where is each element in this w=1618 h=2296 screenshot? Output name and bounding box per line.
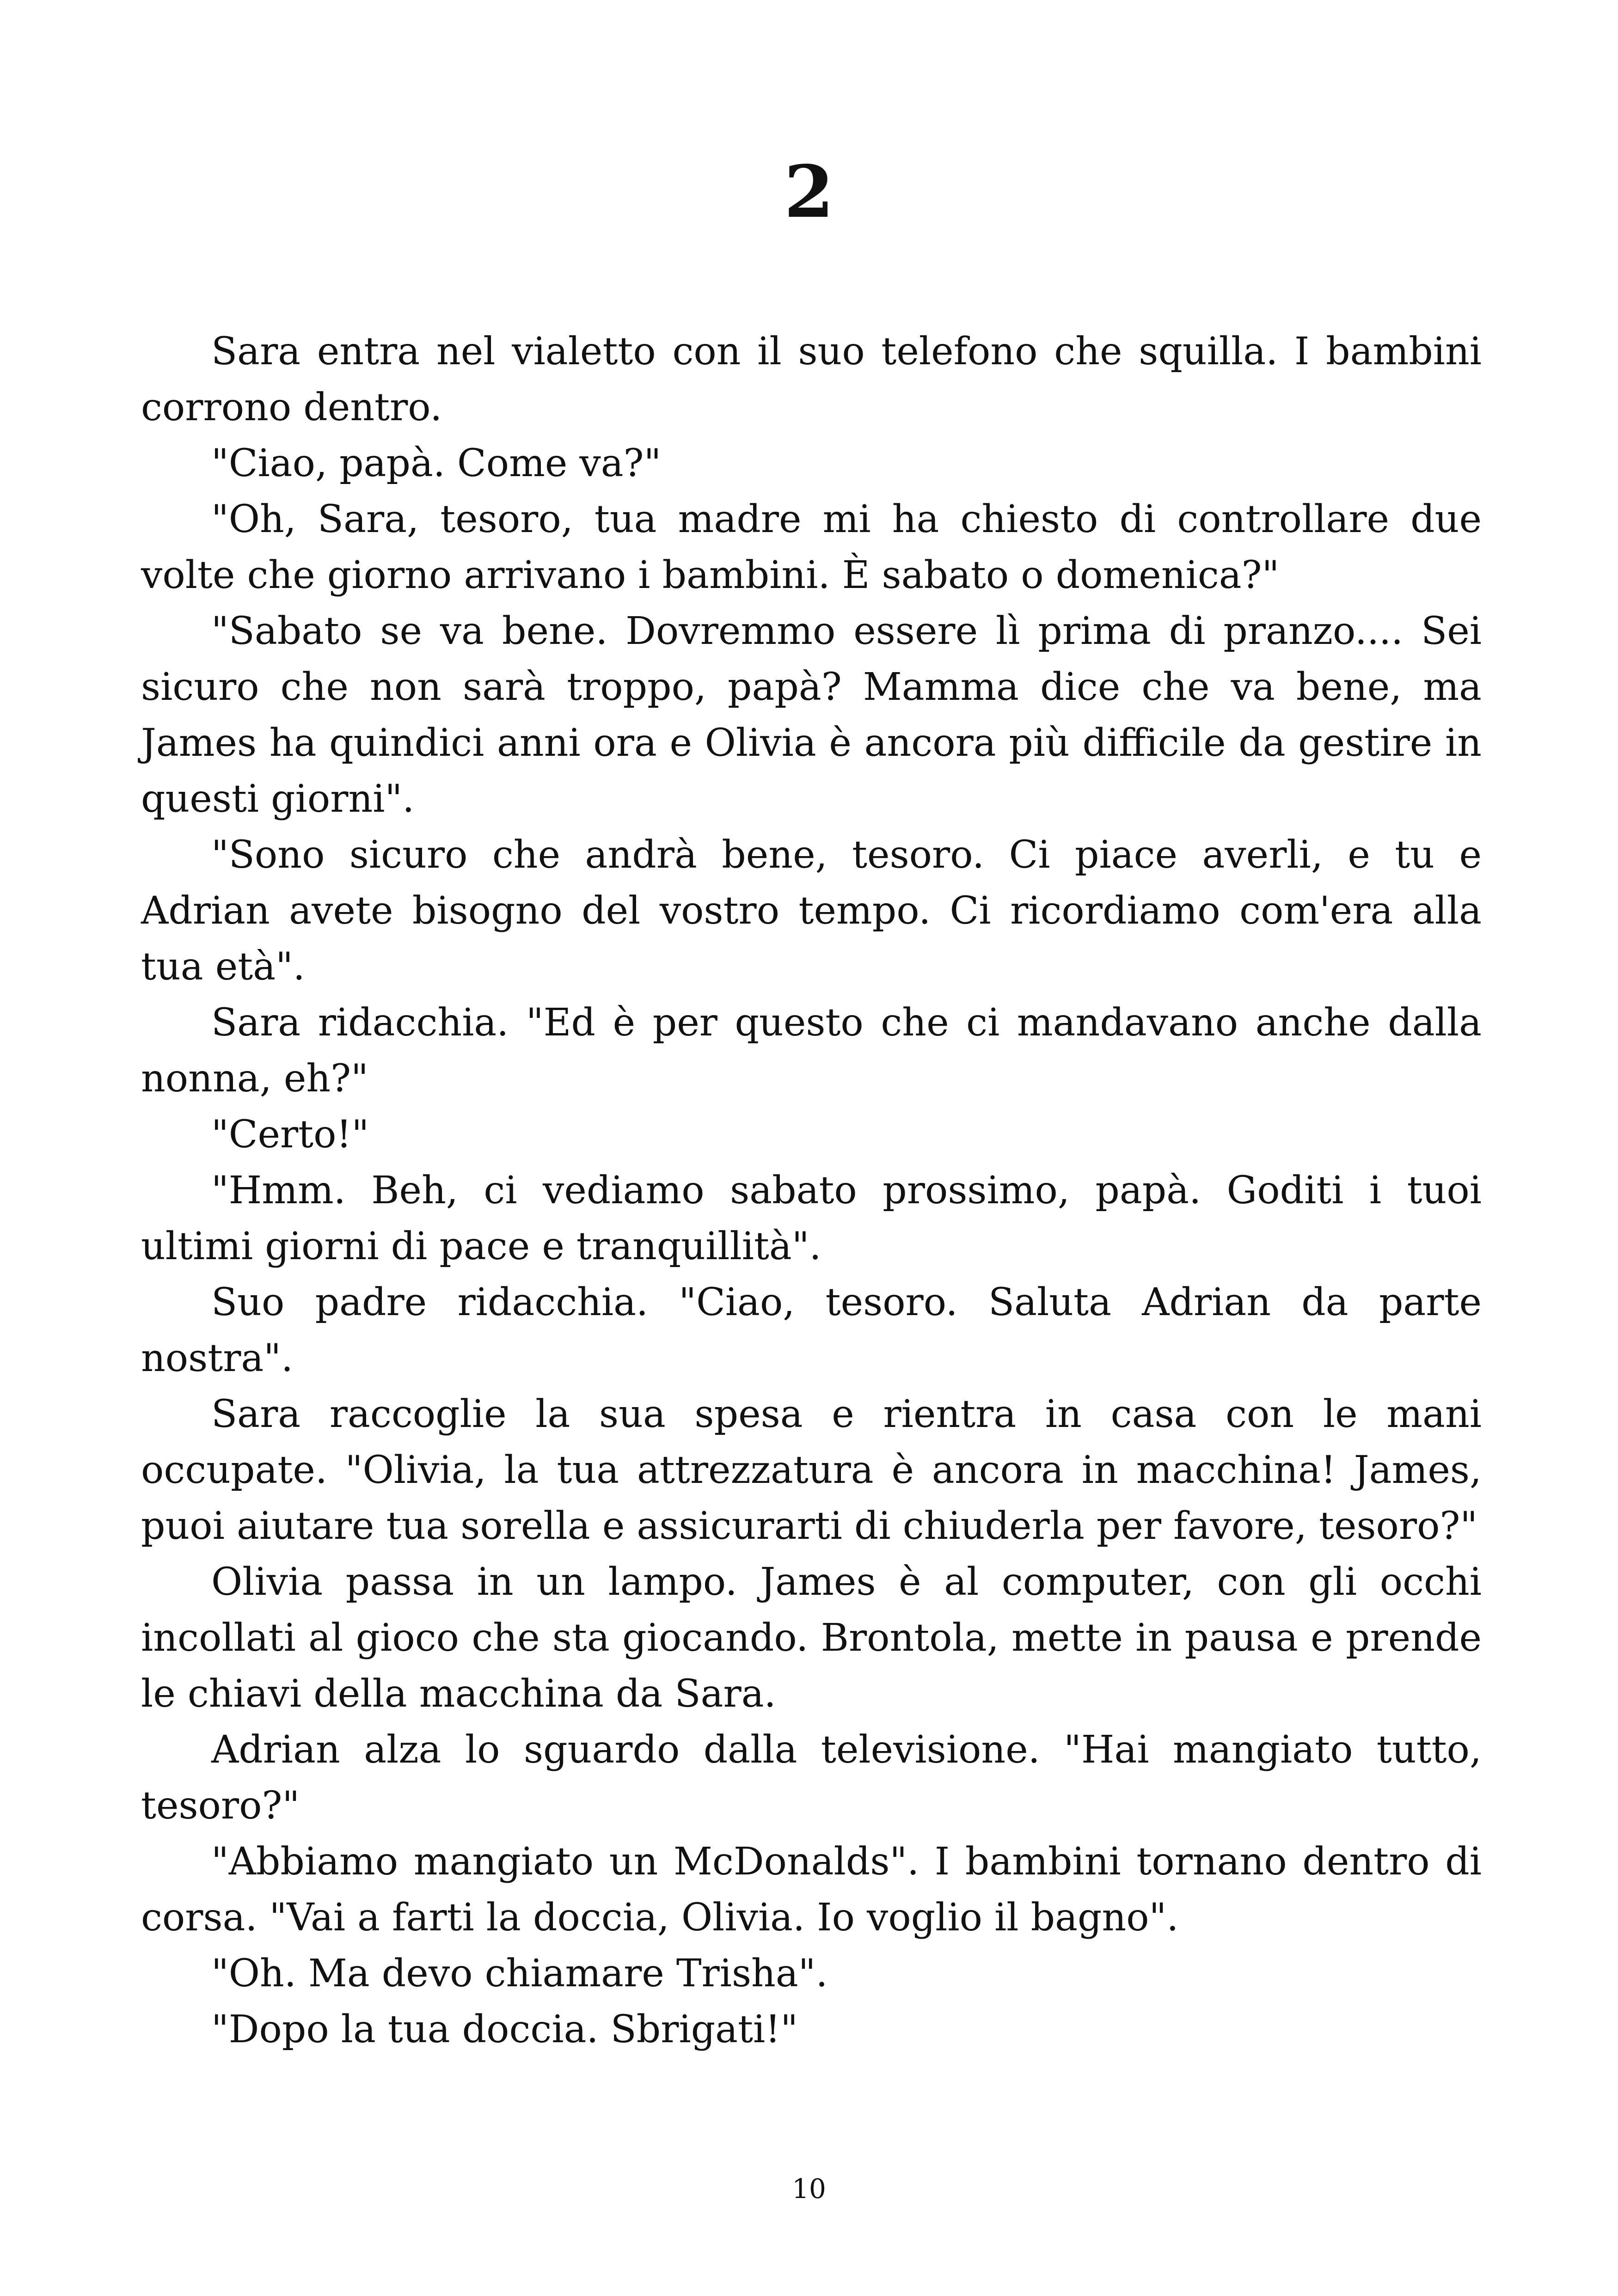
page-number: 10: [792, 2173, 826, 2204]
paragraph: "Oh, Sara, tesoro, tua madre mi ha chiesto di controllare due volte che giorno arrivano i bambini. È sabato o domenica?": [141, 497, 1482, 597]
chapter-number: 2: [784, 149, 834, 234]
paragraph: "Ciao, papà. Come va?": [211, 441, 662, 485]
paragraph: Adrian alza lo sguardo dalla televisione. "Hai mangiato tutto, tesoro?": [141, 1728, 1482, 1828]
chapter-body: [141, 324, 1482, 2057]
paragraph: Sara entra nel vialetto con il suo telefono che squilla. I bambini corrono dentro.: [141, 330, 1482, 429]
paragraph: Sara raccoglie la sua spesa e rientra in casa con le mani occupate. "Olivia, la tua attrezzatura è ancora in macchina! James, puoi aiutare tua sorella e assicurarti di chiuderla per favore, tesoro?": [141, 1392, 1482, 1548]
paragraph: "Sono sicuro che andrà bene, tesoro. Ci piace averli, e tu e Adrian avete bisogno del vostro tempo. Ci ricordiamo com'era alla tua età".: [141, 833, 1482, 989]
paragraph: Olivia passa in un lampo. James è al computer, con gli occhi incollati al gioco che sta giocando. Brontola, mette in pausa e prende le chiavi della macchina da Sara.: [141, 1560, 1482, 1716]
paragraph: "Oh. Ma devo chiamare Trisha".: [211, 1952, 828, 1996]
paragraph: "Hmm. Beh, ci vediamo sabato prossimo, papà. Goditi i tuoi ultimi giorni di pace e tranquillità".: [141, 1169, 1482, 1268]
paragraph: "Dopo la tua doccia. Sbrigati!": [211, 2008, 798, 2051]
paragraph: "Certo!": [211, 1113, 369, 1157]
paragraph: "Abbiamo mangiato un McDonalds". I bambini tornano dentro di corsa. "Vai a farti la doccia, Olivia. Io voglio il bagno".: [141, 1840, 1482, 1940]
paragraph: Sara ridacchia. "Ed è per questo che ci mandavano anche dalla nonna, eh?": [141, 1001, 1482, 1101]
paragraph: "Sabato se va bene. Dovremmo essere lì prima di pranzo.... Sei sicuro che non sarà troppo, papà? Mamma dice che va bene, ma James ha quindici anni ora e Olivia è ancora più difficile da gestire in questi giorni".: [141, 609, 1482, 821]
paragraph: Suo padre ridacchia. "Ciao, tesoro. Saluta Adrian da parte nostra".: [141, 1280, 1482, 1380]
